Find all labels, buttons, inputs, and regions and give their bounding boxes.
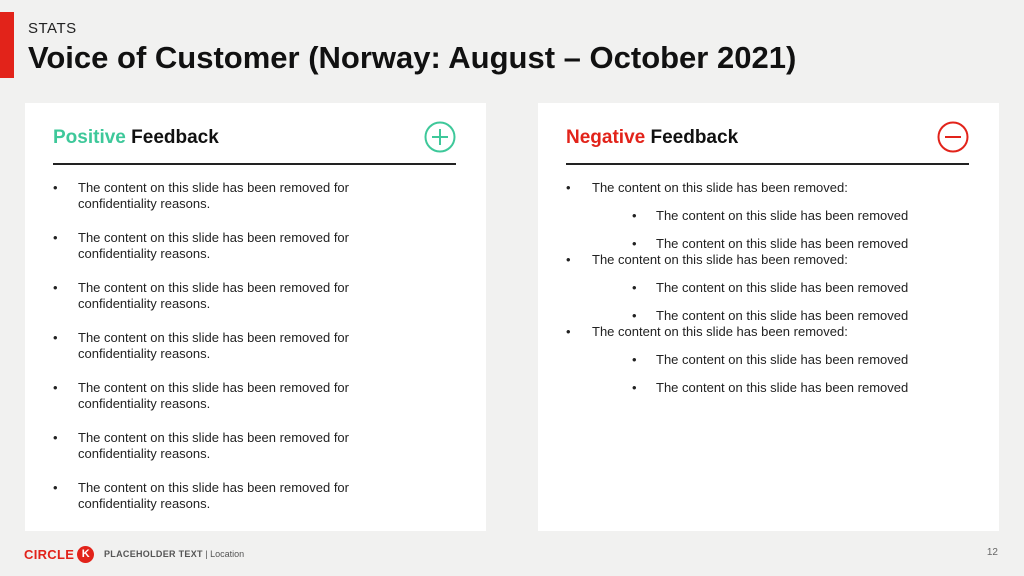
negative-card-header bbox=[566, 123, 969, 165]
bullet: • bbox=[53, 430, 58, 445]
list-item bbox=[53, 380, 393, 412]
bullet: • bbox=[566, 180, 571, 195]
bullet: • bbox=[632, 308, 637, 323]
positive-title-accent: Positive bbox=[53, 127, 126, 148]
bullet: • bbox=[53, 380, 58, 395]
sub-list-item bbox=[592, 236, 969, 252]
sub-list-item bbox=[592, 308, 969, 324]
bullet: • bbox=[53, 480, 58, 495]
negative-title-accent: Negative bbox=[566, 127, 646, 148]
sub-list-item-text: The content on this slide has been removed bbox=[656, 236, 909, 251]
bullet: • bbox=[632, 352, 637, 367]
list-item bbox=[53, 180, 393, 212]
list-item-text: The content on this slide has been removed for confidentiality reasons. bbox=[78, 330, 349, 361]
list-item-text: The content on this slide has been removed: bbox=[592, 324, 848, 339]
sub-list-item bbox=[592, 380, 969, 396]
list-item bbox=[53, 430, 393, 462]
bullet: • bbox=[53, 330, 58, 345]
negative-title-rest: Feedback bbox=[645, 127, 739, 148]
list-item-text: The content on this slide has been removed for confidentiality reasons. bbox=[78, 180, 349, 211]
negative-feedback-card bbox=[538, 103, 999, 531]
list-item-text: The content on this slide has been removed for confidentiality reasons. bbox=[78, 230, 349, 261]
minus-circle-icon bbox=[937, 121, 969, 153]
page-number: 12 bbox=[986, 547, 998, 558]
plus-circle-icon bbox=[424, 121, 456, 153]
list-item bbox=[53, 330, 393, 362]
brand-logo bbox=[24, 546, 94, 562]
bullet: • bbox=[566, 252, 571, 267]
list-item bbox=[566, 252, 969, 324]
positive-card-title bbox=[53, 127, 219, 149]
footer-placeholder: PLACEHOLDER TEXT bbox=[104, 549, 203, 559]
sub-list-item bbox=[592, 352, 969, 368]
bullet: • bbox=[53, 230, 58, 245]
list-item bbox=[53, 230, 393, 262]
footer-location: Location bbox=[210, 549, 245, 559]
positive-card-header bbox=[53, 123, 456, 165]
negative-card-title bbox=[566, 127, 738, 149]
positive-title-rest: Feedback bbox=[125, 127, 219, 148]
sub-list-item-text: The content on this slide has been removed bbox=[656, 308, 909, 323]
bullet: • bbox=[566, 324, 571, 339]
bullet: • bbox=[632, 280, 637, 295]
logo-text: CIRCLE bbox=[24, 546, 75, 562]
sub-list-item-text: The content on this slide has been removed bbox=[656, 208, 909, 223]
section-eyebrow: STATS bbox=[28, 20, 77, 37]
bullet: • bbox=[53, 280, 58, 295]
negative-feedback-list bbox=[566, 180, 969, 396]
list-item-text: The content on this slide has been removed for confidentiality reasons. bbox=[78, 380, 349, 411]
list-item-text: The content on this slide has been removed: bbox=[592, 180, 848, 195]
footer-separator: | bbox=[202, 549, 211, 559]
list-item-text: The content on this slide has been removed for confidentiality reasons. bbox=[78, 280, 349, 311]
bullet: • bbox=[53, 180, 58, 195]
page-title: Voice of Customer (Norway: August – October 2021) bbox=[28, 40, 797, 75]
bullet: • bbox=[632, 380, 637, 395]
list-item bbox=[566, 180, 969, 252]
list-item bbox=[566, 324, 969, 396]
sub-list-item-text: The content on this slide has been removed bbox=[656, 380, 909, 395]
sub-list-item-text: The content on this slide has been removed bbox=[656, 280, 909, 295]
list-item-text: The content on this slide has been removed for confidentiality reasons. bbox=[78, 430, 349, 461]
list-item-text: The content on this slide has been removed for confidentiality reasons. bbox=[78, 480, 349, 511]
bullet: • bbox=[632, 236, 637, 251]
positive-feedback-list bbox=[53, 180, 456, 530]
sub-list-item bbox=[592, 280, 969, 296]
positive-feedback-card bbox=[25, 103, 486, 531]
list-item bbox=[53, 280, 393, 312]
sub-list-item bbox=[592, 208, 969, 224]
list-item-text: The content on this slide has been removed: bbox=[592, 252, 848, 267]
logo-mark: K bbox=[77, 546, 94, 563]
list-item bbox=[53, 480, 393, 512]
sub-list-item-text: The content on this slide has been removed bbox=[656, 352, 909, 367]
bullet: • bbox=[632, 208, 637, 223]
title-accent-bar bbox=[0, 12, 14, 78]
footer-text bbox=[104, 549, 244, 559]
